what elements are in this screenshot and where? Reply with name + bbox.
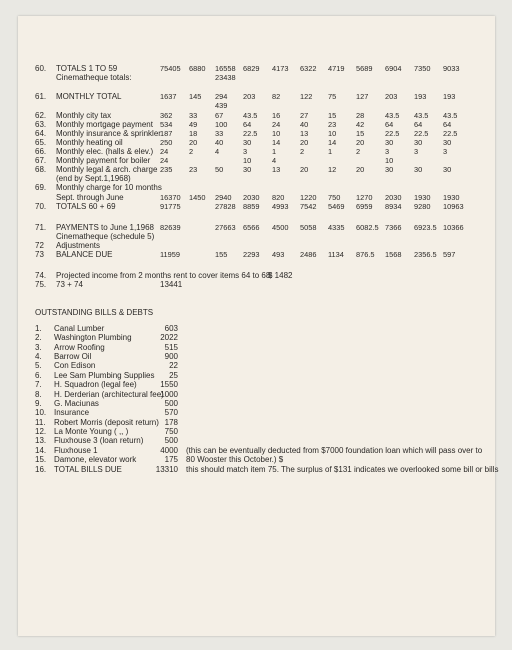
value-cell: 67	[215, 111, 224, 120]
value-cell: 6923.5	[414, 223, 437, 232]
row-description: BALANCE DUE	[56, 250, 113, 259]
row-description: (end by Sept.1,1968)	[56, 174, 131, 183]
bill-number: 7.	[35, 380, 42, 390]
value-cell: 20	[356, 138, 365, 147]
row-number: 66.	[35, 147, 47, 156]
value-cell: 12	[328, 165, 337, 174]
value-cell: 42	[356, 120, 365, 129]
row-description: Monthly mortgage payment	[56, 120, 153, 129]
value-cell: 1568	[385, 250, 402, 259]
value-cell: 750	[328, 193, 341, 202]
value-cell: 294	[215, 92, 228, 101]
value-cell: 127	[356, 92, 369, 101]
value-cell: 14	[272, 138, 281, 147]
value-cell: 75	[328, 92, 337, 101]
row-number: 68.	[35, 165, 47, 174]
value-cell: 5689	[356, 64, 373, 73]
bill-amount: 175	[164, 455, 178, 465]
bill-number: 4.	[35, 352, 42, 362]
row-number: 67.	[35, 156, 47, 165]
value-cell: 10	[385, 156, 394, 165]
value-cell: 23	[189, 165, 198, 174]
bill-creditor: G. Maciunas	[54, 398, 99, 408]
value-cell: 203	[243, 92, 256, 101]
value-cell: 75405	[160, 64, 181, 73]
bill-number: 11.	[35, 417, 46, 427]
row-description: Monthly payment for boiler	[56, 156, 151, 165]
bill-amount: 500	[164, 436, 178, 446]
row-description: Monthly charge for 10 months	[56, 183, 162, 192]
bill-amount: 4000	[160, 445, 178, 455]
bill-amount: 2022	[160, 333, 178, 343]
value-cell: 24	[160, 156, 169, 165]
value-cell: 30	[443, 165, 452, 174]
bill-creditor: Barrow Oil	[54, 352, 92, 362]
row-number: 65.	[35, 138, 47, 147]
bill-amount: 750	[164, 427, 178, 437]
line75-amount: 13441	[160, 280, 183, 289]
bill-number: 13.	[35, 436, 47, 446]
value-cell: 10	[243, 156, 252, 165]
bill-amount: 1550	[160, 380, 178, 390]
value-cell: 534	[160, 120, 173, 129]
value-cell: 5058	[300, 223, 317, 232]
value-cell: 2	[189, 147, 194, 156]
value-cell: 4	[272, 156, 277, 165]
value-cell: 30	[443, 138, 452, 147]
value-cell: 2293	[243, 250, 260, 259]
bill-number: 5.	[35, 361, 42, 371]
row-number: 71.	[35, 223, 47, 232]
value-cell: 27663	[215, 223, 236, 232]
value-cell: 11959	[160, 250, 181, 259]
value-cell: 4719	[328, 64, 345, 73]
bill-amount: 570	[164, 408, 178, 418]
bill-creditor: La Monte Young ( ,, )	[54, 427, 129, 437]
value-cell: 64	[414, 120, 423, 129]
row-description: Adjustments	[56, 241, 101, 250]
value-cell: 50	[215, 165, 224, 174]
value-cell: 4	[215, 147, 220, 156]
row-number: 63.	[35, 120, 47, 129]
value-cell: 23	[328, 120, 337, 129]
row-description: Monthly elec. (halls & elev.)	[56, 147, 154, 156]
value-cell: 1637	[160, 92, 177, 101]
bill-number: 16.	[35, 464, 47, 474]
value-cell: 1	[328, 147, 333, 156]
bill-creditor: H. Squadron (legal fee)	[54, 380, 137, 390]
bill-number: 10.	[35, 408, 47, 418]
value-cell: 2486	[300, 250, 317, 259]
value-cell: 4173	[272, 64, 289, 73]
row-description: Cinematheque totals:	[56, 73, 132, 82]
value-cell: 40	[300, 120, 309, 129]
value-cell: 64	[243, 120, 252, 129]
bill-number: 14.	[35, 445, 47, 455]
value-cell: 155	[215, 250, 228, 259]
value-cell: 30	[414, 138, 423, 147]
bill-note: this should match item 75. The surplus of $131 indicates we overlooked some bill or bills	[186, 464, 499, 474]
value-cell: 7542	[300, 202, 317, 211]
row-description: TOTALS 1 TO 59	[56, 64, 118, 73]
value-cell: 3	[443, 147, 448, 156]
value-cell: 10	[272, 129, 281, 138]
value-cell: 4500	[272, 223, 289, 232]
bills-heading: OUTSTANDING BILLS & DEBTS	[35, 308, 154, 317]
bill-number: 12.	[35, 427, 47, 437]
value-cell: 3	[243, 147, 248, 156]
value-cell: 16	[272, 111, 281, 120]
value-cell: 8859	[243, 202, 260, 211]
bill-number: 3.	[35, 342, 42, 352]
bill-number: 1.	[35, 324, 42, 333]
value-cell: 22.5	[385, 129, 400, 138]
row-number: 73	[35, 250, 44, 259]
bill-amount: 1000	[160, 389, 178, 399]
row-number: 72	[35, 241, 44, 250]
value-cell: 30	[385, 165, 394, 174]
bill-creditor: Washington Plumbing	[54, 333, 132, 343]
row-number: 75.	[35, 280, 47, 289]
value-cell: 1134	[328, 250, 344, 259]
value-cell: 33	[189, 111, 198, 120]
value-cell: 49	[189, 120, 198, 129]
value-cell: 24	[160, 147, 169, 156]
value-cell: 2030	[385, 193, 402, 202]
value-cell: 43.5	[443, 111, 458, 120]
value-cell: 23438	[215, 73, 236, 82]
value-cell: 5469	[328, 202, 345, 211]
row-number: 64.	[35, 129, 47, 138]
value-cell: 2356.5	[414, 250, 437, 259]
value-cell: 30	[243, 138, 252, 147]
bill-amount: 13310	[155, 464, 178, 474]
bill-amount: 900	[164, 352, 178, 362]
value-cell: 22.5	[243, 129, 258, 138]
value-cell: 13	[272, 165, 281, 174]
value-cell: 16558	[215, 64, 236, 73]
value-cell: 30	[385, 138, 394, 147]
bill-creditor: Insurance	[54, 408, 90, 418]
value-cell: 193	[443, 92, 456, 101]
value-cell: 2030	[243, 193, 260, 202]
value-cell: 10	[328, 129, 337, 138]
row-number: 74.	[35, 271, 47, 280]
value-cell: 82639	[160, 223, 181, 232]
value-cell: 493	[272, 250, 285, 259]
row-description: Monthly legal & arch. charge	[56, 165, 158, 174]
value-cell: 64	[443, 120, 452, 129]
value-cell: 7366	[385, 223, 402, 232]
bill-number: 6.	[35, 370, 42, 380]
value-cell: 20	[356, 165, 365, 174]
bill-creditor: Arrow Roofing	[54, 342, 105, 352]
value-cell: 16370	[160, 193, 181, 202]
value-cell: 439	[215, 101, 228, 110]
bill-amount: 178	[164, 417, 178, 427]
value-cell: 64	[385, 120, 394, 129]
value-cell: 100	[215, 120, 228, 129]
value-cell: 235	[160, 165, 173, 174]
value-cell: 193	[414, 92, 427, 101]
value-cell: 43.5	[385, 111, 400, 120]
value-cell: 6322	[300, 64, 317, 73]
row-description: TOTALS 60 + 69	[56, 202, 116, 211]
row-number: 70.	[35, 202, 47, 211]
row-description: Cinematheque (schedule 5)	[56, 232, 155, 241]
projected-text: Projected income from 2 months rent to cover items 64 to 68:	[56, 271, 273, 280]
bill-creditor: Damone, elevator work	[54, 455, 137, 465]
bill-creditor: Fluxhouse 1	[54, 445, 98, 455]
value-cell: 22.5	[414, 129, 429, 138]
row-description: Monthly insurance & sprinkler	[56, 129, 161, 138]
bill-amount: 25	[169, 370, 178, 380]
row-description: Monthly city tax	[56, 111, 112, 120]
value-cell: 9280	[414, 202, 431, 211]
value-cell: 2	[356, 147, 361, 156]
value-cell: 876.5	[356, 250, 375, 259]
bill-creditor: Con Edison	[54, 361, 96, 371]
value-cell: 1220	[300, 193, 317, 202]
bill-creditor: H. Derderian (architectural fee)	[54, 389, 164, 399]
value-cell: 820	[272, 193, 285, 202]
value-cell: 15	[328, 111, 337, 120]
value-cell: 4335	[328, 223, 345, 232]
value-cell: 203	[385, 92, 398, 101]
value-cell: 91775	[160, 202, 181, 211]
value-cell: 187	[160, 129, 173, 138]
bill-creditor: Lee Sam Plumbing Supplies	[54, 370, 155, 380]
bill-number: 15.	[35, 455, 47, 465]
bill-amount: 500	[164, 398, 178, 408]
bill-amount: 22	[169, 361, 178, 371]
value-cell: 250	[160, 138, 173, 147]
value-cell: 9033	[443, 64, 460, 73]
row-number: 60.	[35, 64, 47, 73]
value-cell: 27	[300, 111, 309, 120]
value-cell: 6082.5	[356, 223, 379, 232]
value-cell: 6566	[243, 223, 260, 232]
value-cell: 30	[414, 165, 423, 174]
row-description: MONTHLY TOTAL	[56, 92, 122, 101]
value-cell: 13	[300, 129, 309, 138]
row-description: Monthly heating oil	[56, 138, 123, 147]
value-cell: 1450	[189, 193, 206, 202]
value-cell: 82	[272, 92, 281, 101]
value-cell: 22.5	[443, 129, 458, 138]
value-cell: 1930	[414, 193, 431, 202]
value-cell: 122	[300, 92, 313, 101]
value-cell: 6829	[243, 64, 260, 73]
value-cell: 362	[160, 111, 173, 120]
bill-amount: 603	[164, 324, 178, 333]
value-cell: 20	[189, 138, 198, 147]
value-cell: 597	[443, 250, 456, 259]
bill-creditor: Robert Morris (deposit return)	[54, 417, 159, 427]
bill-number: 2.	[35, 333, 42, 343]
value-cell: 10963	[443, 202, 464, 211]
projected-amount: $ 1482	[268, 271, 293, 280]
value-cell: 1	[272, 147, 277, 156]
value-cell: 20	[300, 165, 309, 174]
value-cell: 10366	[443, 223, 464, 232]
value-cell: 33	[215, 129, 224, 138]
value-cell: 2	[300, 147, 305, 156]
value-cell: 1270	[356, 193, 373, 202]
value-cell: 43.5	[243, 111, 258, 120]
value-cell: 8934	[385, 202, 402, 211]
row-number: 61.	[35, 92, 47, 101]
value-cell: 7350	[414, 64, 431, 73]
value-cell: 6880	[189, 64, 206, 73]
value-cell: 6904	[385, 64, 402, 73]
value-cell: 3	[385, 147, 390, 156]
value-cell: 3	[414, 147, 419, 156]
value-cell: 30	[243, 165, 252, 174]
value-cell: 15	[356, 129, 365, 138]
value-cell: 18	[189, 129, 198, 138]
value-cell: 2940	[215, 193, 232, 202]
bill-creditor: Canal Lumber	[54, 324, 105, 333]
row-number: 62.	[35, 111, 47, 120]
row-description: PAYMENTS to June 1,1968	[56, 223, 154, 232]
line75-text: 73 + 74	[56, 280, 83, 289]
value-cell: 20	[300, 138, 309, 147]
value-cell: 43.5	[414, 111, 429, 120]
value-cell: 27828	[215, 202, 236, 211]
value-cell: 6959	[356, 202, 373, 211]
value-cell: 40	[215, 138, 224, 147]
row-description: Sept. through June	[56, 193, 124, 202]
row-number: 69.	[35, 183, 47, 192]
value-cell: 28	[356, 111, 365, 120]
bill-creditor: TOTAL BILLS DUE	[54, 464, 122, 474]
value-cell: 145	[189, 92, 202, 101]
bill-creditor: Fluxhouse 3 (loan return)	[54, 436, 144, 446]
value-cell: 14	[328, 138, 337, 147]
bill-number: 8.	[35, 389, 42, 399]
bill-note: 80 Wooster this October.) $	[186, 455, 284, 465]
bill-note: (this can be eventually deducted from $7000 foundation loan which will pass over to	[186, 445, 483, 455]
value-cell: 1930	[443, 193, 460, 202]
value-cell: 24	[272, 120, 281, 129]
value-cell: 4993	[272, 202, 289, 211]
bill-number: 9.	[35, 398, 42, 408]
bill-amount: 515	[164, 342, 178, 352]
